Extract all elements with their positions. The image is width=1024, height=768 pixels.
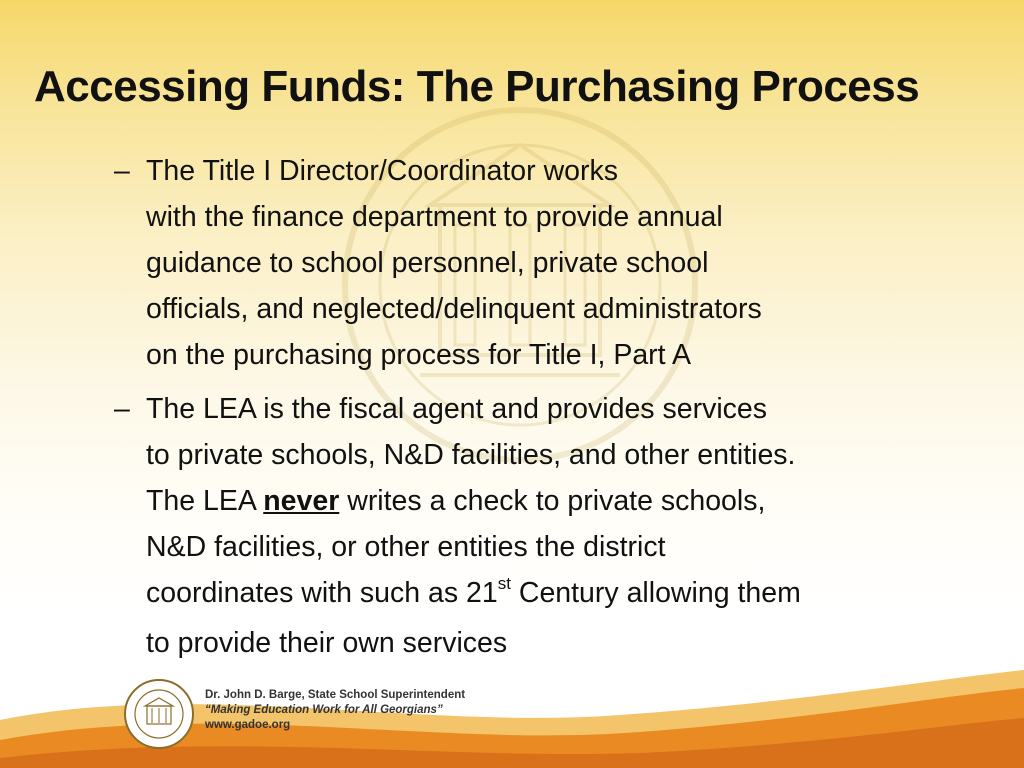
emphasis-never: never <box>263 485 340 517</box>
bullet-item <box>110 386 990 666</box>
motto-line: “Making Education Work for All Georgians” <box>205 704 443 716</box>
bullet-list <box>110 148 990 674</box>
bullet-text: coordinates with such as 21 <box>146 577 498 609</box>
bullet-line: to provide their own services <box>146 627 508 659</box>
bullet-dash: – <box>114 155 130 187</box>
superscript: st <box>497 574 511 593</box>
bullet-line: The LEA is the fiscal agent and provides services <box>146 393 768 425</box>
bullet-line: guidance to school personnel, private school <box>146 247 709 279</box>
website-link[interactable]: www.gadoe.org <box>205 719 291 731</box>
bullet-line: officials, and neglected/delinquent administrators <box>146 293 762 325</box>
footer-credits <box>205 688 465 733</box>
bullet-line: with the finance department to provide annual <box>146 201 723 233</box>
bullet-line: on the purchasing process for Title I, Part A <box>146 339 691 371</box>
bullet-text: Century allowing them <box>510 577 801 609</box>
bullet-item <box>110 148 990 378</box>
bullet-dash: – <box>114 393 130 425</box>
bullet-text: writes a check to private schools, <box>339 485 766 517</box>
bullet-line: The Title I Director/Coordinator works <box>146 155 618 187</box>
bullet-line <box>146 478 990 524</box>
bullet-line <box>146 570 990 620</box>
department-of-education-seal-icon <box>123 678 195 750</box>
bullet-text: The LEA <box>146 485 264 517</box>
bullet-line: N&D facilities, or other entities the district <box>146 531 666 563</box>
superintendent-line: Dr. John D. Barge, State School Superintendent <box>205 689 466 701</box>
bullet-line: to private schools, N&D facilities, and other entities. <box>146 439 796 471</box>
slide-title: Accessing Funds: The Purchasing Process <box>34 62 920 111</box>
